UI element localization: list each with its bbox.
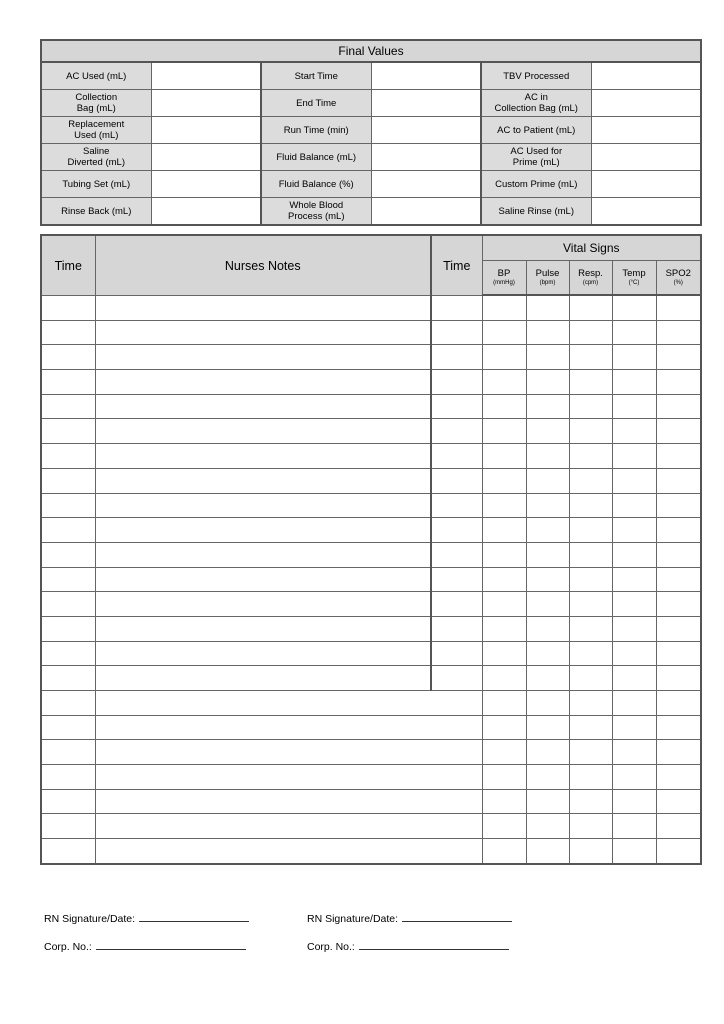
notes-cell[interactable] — [95, 839, 482, 864]
vital-cell[interactable] — [482, 666, 526, 691]
time-cell[interactable] — [41, 468, 95, 493]
final-value-label: Run Time (min) — [261, 117, 371, 144]
notes-row — [41, 616, 701, 641]
time-cell[interactable] — [41, 765, 95, 790]
vital-cell[interactable] — [526, 789, 569, 814]
vital-name: Temp — [622, 267, 646, 279]
nurses-notes-vitals-table — [40, 234, 702, 865]
vital-cell[interactable] — [526, 295, 569, 320]
final-value-label: Saline Diverted (mL) — [41, 144, 151, 171]
notes-row — [41, 419, 701, 444]
notes-cell[interactable] — [95, 542, 431, 567]
corp-no-line-right[interactable] — [359, 939, 509, 950]
vitals-time-cell[interactable] — [431, 320, 482, 345]
time-cell[interactable] — [41, 691, 95, 716]
vital-cell[interactable] — [482, 592, 526, 617]
vital-unit: (°C) — [628, 279, 640, 286]
vitals-time-cell[interactable] — [431, 295, 482, 320]
time-cell[interactable] — [41, 493, 95, 518]
final-value-field[interactable] — [591, 144, 701, 171]
vital-cell[interactable] — [482, 691, 526, 716]
notes-row — [41, 444, 701, 469]
vital-cell[interactable] — [656, 542, 701, 567]
vital-cell[interactable] — [482, 765, 526, 790]
time-cell[interactable] — [41, 740, 95, 765]
signature-right — [307, 911, 512, 925]
notes-row — [41, 715, 701, 740]
vital-cell[interactable] — [612, 320, 656, 345]
final-value-field[interactable] — [151, 62, 261, 90]
nursing-record-sheet — [40, 39, 700, 865]
vitals-time-cell[interactable] — [431, 592, 482, 617]
vital-cell[interactable] — [612, 740, 656, 765]
vital-unit: (bpm) — [539, 279, 556, 286]
vital-cell[interactable] — [569, 616, 612, 641]
vital-cell[interactable] — [612, 468, 656, 493]
vital-name: Resp. — [578, 267, 603, 279]
vital-cell[interactable] — [656, 715, 701, 740]
notes-cell[interactable] — [95, 295, 431, 320]
vital-cell[interactable] — [656, 295, 701, 320]
final-value-label: AC in Collection Bag (mL) — [481, 90, 591, 117]
corp-no-label-left: Corp. No.: — [44, 941, 92, 953]
vital-cell[interactable] — [612, 789, 656, 814]
vital-cell[interactable] — [656, 567, 701, 592]
final-value-label: AC to Patient (mL) — [481, 117, 591, 144]
vital-cell[interactable] — [656, 592, 701, 617]
notes-row — [41, 295, 701, 320]
vital-unit: (mmHg) — [493, 279, 515, 286]
vital-cell[interactable] — [656, 370, 701, 395]
final-value-field[interactable] — [371, 117, 481, 144]
vital-cell[interactable] — [569, 295, 612, 320]
final-value-field[interactable] — [151, 171, 261, 198]
time-cell[interactable] — [41, 789, 95, 814]
time-cell[interactable] — [41, 542, 95, 567]
vital-cell[interactable] — [569, 814, 612, 839]
vital-cell[interactable] — [612, 666, 656, 691]
vital-cell[interactable] — [612, 518, 656, 543]
vital-cell[interactable] — [482, 370, 526, 395]
vital-cell[interactable] — [482, 444, 526, 469]
vital-cell[interactable] — [612, 419, 656, 444]
final-value-field[interactable] — [151, 144, 261, 171]
vitals-time-cell[interactable] — [431, 370, 482, 395]
final-value-field[interactable] — [371, 144, 481, 171]
vital-cell[interactable] — [482, 419, 526, 444]
vital-unit: (%) — [673, 279, 683, 286]
time-header: Time — [41, 235, 95, 295]
notes-row — [41, 370, 701, 395]
vital-cell[interactable] — [482, 641, 526, 666]
vitals-time-cell[interactable] — [431, 345, 482, 370]
vital-cell[interactable] — [569, 666, 612, 691]
time-cell[interactable] — [41, 839, 95, 864]
vital-cell[interactable] — [656, 789, 701, 814]
time-cell[interactable] — [41, 444, 95, 469]
notes-row — [41, 542, 701, 567]
vital-cell[interactable] — [482, 345, 526, 370]
time-cell[interactable] — [41, 295, 95, 320]
final-value-label: AC Used for Prime (mL) — [481, 144, 591, 171]
notes-cell[interactable] — [95, 666, 431, 691]
final-value-field[interactable] — [591, 62, 701, 90]
final-value-label: Saline Rinse (mL) — [481, 198, 591, 226]
vital-unit: (cpm) — [582, 279, 599, 286]
vitals-time-cell[interactable] — [431, 444, 482, 469]
vital-cell[interactable] — [612, 715, 656, 740]
vital-cell[interactable] — [482, 715, 526, 740]
final-value-label: Rinse Back (mL) — [41, 198, 151, 226]
final-value-field[interactable] — [591, 117, 701, 144]
notes-row — [41, 691, 701, 716]
vital-cell[interactable] — [526, 592, 569, 617]
time-cell[interactable] — [41, 394, 95, 419]
final-value-field[interactable] — [151, 198, 261, 226]
vitals-time-cell[interactable] — [431, 567, 482, 592]
notes-cell[interactable] — [95, 320, 431, 345]
final-value-label: End Time — [261, 90, 371, 117]
vital-cell[interactable] — [569, 567, 612, 592]
vital-name: SPO2 — [665, 267, 691, 279]
notes-row — [41, 641, 701, 666]
vital-cell[interactable] — [526, 542, 569, 567]
vital-cell[interactable] — [482, 493, 526, 518]
vital-cell[interactable] — [526, 518, 569, 543]
final-value-label: TBV Processed — [481, 62, 591, 90]
time-cell[interactable] — [41, 616, 95, 641]
corp-no-line-left[interactable] — [96, 939, 246, 950]
vital-header-spo2 — [656, 261, 701, 296]
vitals-time-header: Time — [431, 235, 482, 295]
notes-row — [41, 839, 701, 864]
notes-cell[interactable] — [95, 715, 482, 740]
vital-cell[interactable] — [569, 444, 612, 469]
time-cell[interactable] — [41, 370, 95, 395]
final-value-field[interactable] — [371, 62, 481, 90]
vital-cell[interactable] — [569, 789, 612, 814]
vital-cell[interactable] — [612, 542, 656, 567]
rn-signature-label-left: RN Signature/Date: — [44, 913, 136, 925]
vital-cell[interactable] — [569, 715, 612, 740]
final-value-label: Replacement Used (mL) — [41, 117, 151, 144]
vital-cell[interactable] — [482, 789, 526, 814]
vital-cell[interactable] — [482, 295, 526, 320]
final-value-label: Custom Prime (mL) — [481, 171, 591, 198]
vital-cell[interactable] — [656, 345, 701, 370]
vital-cell[interactable] — [526, 493, 569, 518]
vital-name: Pulse — [535, 267, 560, 279]
vital-cell[interactable] — [526, 839, 569, 864]
vital-cell[interactable] — [569, 641, 612, 666]
notes-cell[interactable] — [95, 691, 482, 716]
vital-cell[interactable] — [612, 691, 656, 716]
vital-cell[interactable] — [569, 320, 612, 345]
final-value-label: Start Time — [261, 62, 371, 90]
time-cell[interactable] — [41, 715, 95, 740]
vital-cell[interactable] — [482, 468, 526, 493]
vital-cell[interactable] — [526, 394, 569, 419]
vital-cell[interactable] — [656, 444, 701, 469]
vital-cell[interactable] — [526, 814, 569, 839]
vital-cell[interactable] — [526, 715, 569, 740]
notes-cell[interactable] — [95, 789, 482, 814]
final-values-row — [41, 90, 701, 117]
time-cell[interactable] — [41, 419, 95, 444]
notes-cell[interactable] — [95, 616, 431, 641]
vital-header-temp — [612, 261, 656, 296]
vitals-time-cell[interactable] — [431, 616, 482, 641]
time-cell[interactable] — [41, 666, 95, 691]
notes-cell[interactable] — [95, 765, 482, 790]
vital-cell[interactable] — [569, 518, 612, 543]
notes-cell[interactable] — [95, 567, 431, 592]
vital-cell[interactable] — [612, 765, 656, 790]
notes-row — [41, 567, 701, 592]
vital-cell[interactable] — [526, 740, 569, 765]
vital-cell[interactable] — [526, 765, 569, 790]
vital-name: BP — [497, 267, 511, 279]
final-values-title: Final Values — [41, 40, 701, 62]
notes-cell[interactable] — [95, 444, 431, 469]
notes-row — [41, 394, 701, 419]
final-value-field[interactable] — [151, 117, 261, 144]
final-value-field[interactable] — [371, 171, 481, 198]
vital-cell[interactable] — [526, 567, 569, 592]
notes-cell[interactable] — [95, 518, 431, 543]
vital-cell[interactable] — [482, 518, 526, 543]
vital-cell[interactable] — [482, 542, 526, 567]
notes-cell[interactable] — [95, 468, 431, 493]
vital-cell[interactable] — [656, 419, 701, 444]
vitals-time-cell[interactable] — [431, 419, 482, 444]
time-cell[interactable] — [41, 592, 95, 617]
vitals-time-cell[interactable] — [431, 666, 482, 691]
vital-header-bp — [482, 261, 526, 296]
vital-cell[interactable] — [656, 765, 701, 790]
vital-cell[interactable] — [656, 468, 701, 493]
vital-cell[interactable] — [526, 320, 569, 345]
vital-cell[interactable] — [612, 493, 656, 518]
vital-header-pulse — [526, 261, 569, 296]
notes-row — [41, 320, 701, 345]
notes-row — [41, 518, 701, 543]
vital-cell[interactable] — [612, 295, 656, 320]
final-values-row — [41, 171, 701, 198]
corp-no-right — [307, 939, 509, 953]
final-value-field[interactable] — [371, 198, 481, 226]
vital-cell[interactable] — [569, 468, 612, 493]
vital-cell[interactable] — [656, 691, 701, 716]
vitals-time-cell[interactable] — [431, 493, 482, 518]
notes-cell[interactable] — [95, 493, 431, 518]
vital-cell[interactable] — [612, 394, 656, 419]
vital-header-resp — [569, 261, 612, 296]
vital-cell[interactable] — [656, 666, 701, 691]
rn-signature-line-right[interactable] — [402, 911, 512, 922]
vitals-time-cell[interactable] — [431, 641, 482, 666]
vital-cell[interactable] — [526, 616, 569, 641]
notes-cell[interactable] — [95, 740, 482, 765]
vital-cell[interactable] — [482, 839, 526, 864]
final-value-label: Collection Bag (mL) — [41, 90, 151, 117]
vital-cell[interactable] — [569, 765, 612, 790]
vital-cell[interactable] — [569, 691, 612, 716]
rn-signature-label-right: RN Signature/Date: — [307, 913, 399, 925]
vital-cell[interactable] — [612, 444, 656, 469]
vital-cell[interactable] — [526, 666, 569, 691]
notes-row — [41, 765, 701, 790]
vitals-time-cell[interactable] — [431, 468, 482, 493]
vital-cell[interactable] — [569, 493, 612, 518]
vital-cell[interactable] — [569, 370, 612, 395]
vital-cell[interactable] — [612, 839, 656, 864]
final-values-row — [41, 62, 701, 90]
notes-cell[interactable] — [95, 370, 431, 395]
vital-cell[interactable] — [656, 616, 701, 641]
notes-row — [41, 493, 701, 518]
vital-cell[interactable] — [569, 740, 612, 765]
vital-cell[interactable] — [482, 320, 526, 345]
final-value-label: Whole Blood Process (mL) — [261, 198, 371, 226]
rn-signature-line-left[interactable] — [139, 911, 249, 922]
vital-cell[interactable] — [569, 419, 612, 444]
final-value-label: Fluid Balance (mL) — [261, 144, 371, 171]
notes-row — [41, 740, 701, 765]
final-values-table — [40, 39, 702, 226]
vital-cell[interactable] — [656, 518, 701, 543]
final-value-field[interactable] — [151, 90, 261, 117]
vital-cell[interactable] — [526, 345, 569, 370]
vital-cell[interactable] — [656, 814, 701, 839]
vital-cell[interactable] — [526, 641, 569, 666]
notes-cell[interactable] — [95, 419, 431, 444]
notes-cell[interactable] — [95, 345, 431, 370]
vital-signs-header: Vital Signs — [482, 235, 701, 261]
final-value-field[interactable] — [591, 198, 701, 226]
vital-cell[interactable] — [656, 740, 701, 765]
final-values-row — [41, 117, 701, 144]
notes-cell[interactable] — [95, 592, 431, 617]
time-cell[interactable] — [41, 641, 95, 666]
final-value-field[interactable] — [371, 90, 481, 117]
vital-cell[interactable] — [569, 394, 612, 419]
time-cell[interactable] — [41, 814, 95, 839]
final-values-row — [41, 144, 701, 171]
vitals-time-cell[interactable] — [431, 394, 482, 419]
time-cell[interactable] — [41, 518, 95, 543]
final-value-field[interactable] — [591, 90, 701, 117]
vital-cell[interactable] — [569, 345, 612, 370]
corp-no-left — [44, 939, 246, 953]
notes-row — [41, 592, 701, 617]
vital-cell[interactable] — [526, 370, 569, 395]
vital-cell[interactable] — [656, 394, 701, 419]
final-value-label: Fluid Balance (%) — [261, 171, 371, 198]
vital-cell[interactable] — [612, 370, 656, 395]
vital-cell[interactable] — [612, 345, 656, 370]
vital-cell[interactable] — [482, 740, 526, 765]
vitals-time-cell[interactable] — [431, 542, 482, 567]
vital-cell[interactable] — [569, 542, 612, 567]
vitals-time-cell[interactable] — [431, 518, 482, 543]
notes-cell[interactable] — [95, 641, 431, 666]
time-cell[interactable] — [41, 567, 95, 592]
vital-cell[interactable] — [526, 444, 569, 469]
time-cell[interactable] — [41, 345, 95, 370]
vital-cell[interactable] — [656, 493, 701, 518]
final-values-row — [41, 198, 701, 226]
vital-cell[interactable] — [526, 419, 569, 444]
vital-cell[interactable] — [482, 616, 526, 641]
vital-cell[interactable] — [656, 839, 701, 864]
vital-cell[interactable] — [612, 592, 656, 617]
corp-no-label-right: Corp. No.: — [307, 941, 355, 953]
vital-cell[interactable] — [612, 616, 656, 641]
vital-cell[interactable] — [482, 814, 526, 839]
vital-cell[interactable] — [526, 468, 569, 493]
notes-cell[interactable] — [95, 394, 431, 419]
notes-row — [41, 814, 701, 839]
vital-cell[interactable] — [612, 641, 656, 666]
final-value-field[interactable] — [591, 171, 701, 198]
final-value-label: Tubing Set (mL) — [41, 171, 151, 198]
vital-cell[interactable] — [526, 691, 569, 716]
vital-cell[interactable] — [656, 641, 701, 666]
signature-left — [44, 911, 249, 925]
vital-cell[interactable] — [656, 320, 701, 345]
notes-cell[interactable] — [95, 814, 482, 839]
vital-cell[interactable] — [569, 592, 612, 617]
notes-row — [41, 345, 701, 370]
notes-row — [41, 468, 701, 493]
notes-row — [41, 666, 701, 691]
vital-cell[interactable] — [482, 394, 526, 419]
notes-row — [41, 789, 701, 814]
time-cell[interactable] — [41, 320, 95, 345]
final-value-label: AC Used (mL) — [41, 62, 151, 90]
vital-cell[interactable] — [612, 814, 656, 839]
nurses-notes-header: Nurses Notes — [95, 235, 431, 295]
vital-cell[interactable] — [612, 567, 656, 592]
vital-cell[interactable] — [569, 839, 612, 864]
vital-cell[interactable] — [482, 567, 526, 592]
